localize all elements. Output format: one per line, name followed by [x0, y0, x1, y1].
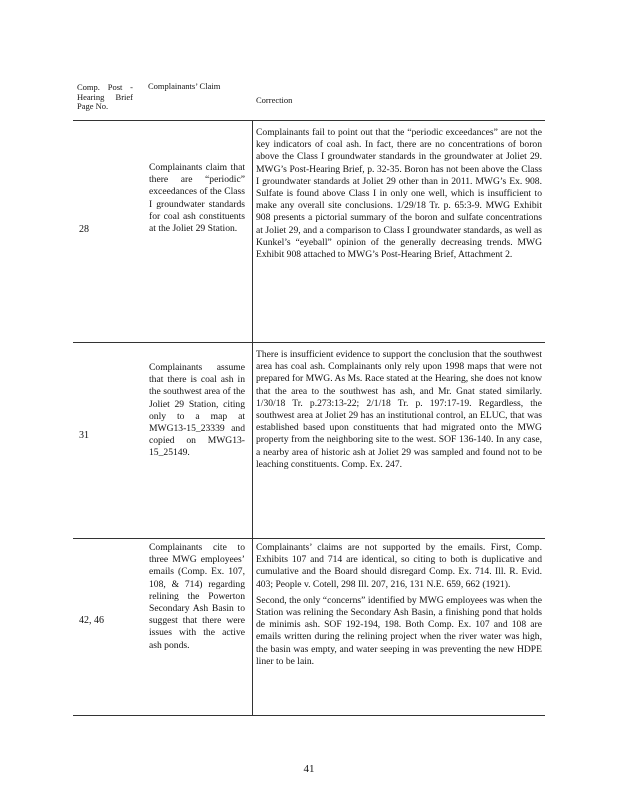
- row-claim: Complainants assume that there is coal ash in the southwest area of the Joliet 29 Station, citing only to a map at MWG13-15_23339 and copied on MWG13-15_25149.: [149, 362, 245, 459]
- table-header-row: [73, 78, 545, 120]
- correction-paragraph: There is insufficient evidence to support the conclusion that the southwest area has coal ash. Complainants only rely upon 1998 maps that were not prepared for MWG. As Ms. Race stated at the Hearing, she does not know that the area to the southwest has ash, and Mr. Gnat stated similarly. 1/30/18 Tr. p.273:13-22; 2/1/18 Tr. p. 197:17-19. Regardless, the southwest area at Joliet 29 has an institutional control, an ELUC, that was established based upon constituents that had migrated onto the MWG property from the neighboring site to the west. SOF 136-140. In any case, a nearby area of historic ash at Joliet 29 was sampled and found not to be leaching constituents. Comp. Ex. 247.: [256, 349, 542, 470]
- row-correction: [256, 127, 542, 261]
- table-rule: [73, 715, 545, 716]
- row-page-number: 42, 46: [79, 615, 104, 626]
- header-page-number: Comp. Post - Hearing Brief Page No.: [77, 82, 133, 111]
- header-correction: Correction: [256, 95, 293, 105]
- row-page-number: 31: [79, 430, 89, 441]
- header-claim: Complainants’ Claim: [148, 81, 221, 91]
- correction-paragraph: Complainants’ claims are not supported by the emails. First, Comp. Exhibits 107 and 714 are identical, so citing to both is duplicative and cumulative and the Board should disregard Comp. Ex. 714. Ill. R. Evid. 403; People v. Cotell, 298 Ill. 207, 216, 131 N.E. 659, 662 (1921).: [256, 542, 542, 590]
- table-row: [73, 342, 545, 538]
- row-correction: [256, 542, 542, 668]
- table-row: [73, 120, 545, 342]
- row-claim: Complainants claim that there are “periodic” exceedances of the Class I groundwater standards for coal ash constituents at the Joliet 29 Station.: [149, 162, 245, 235]
- row-correction: [256, 349, 542, 471]
- row-claim: Complainants cite to three MWG employees’ emails (Comp. Ex. 107, 108, & 714) regarding relining the Powerton Secondary Ash Basin to suggest that there were issues with the active ash ponds.: [149, 542, 245, 651]
- correction-paragraph: Second, the only “concerns” identified by MWG employees was when the Station was relining the Secondary Ash Basin, a finishing pond that holds de minimis ash. SOF 192-194, 198. Both Comp. Ex. 107 and 108 are emails written during the relining project when the river water was high, the basin was empty, and water seeping in was preventing the new HDPE liner to be lain.: [256, 594, 542, 667]
- page-number: 41: [303, 763, 315, 775]
- row-page-number: 28: [79, 224, 89, 235]
- correction-paragraph: Complainants fail to point out that the “periodic exceedances” are not the key indicators of coal ash. In fact, there are no concentrations of boron above the Class I groundwater standards in the groundwater at Joliet 29. MWG’s Post-Hearing Brief, p. 32-35. Boron has not been above the Class I groundwater standards at Joliet 29 other than in 2011. MWG’s Ex. 908. Sulfate is found above Class I in only one well, which is insufficient to make any overall site conclusions. 1/29/18 Tr. p. 65:3-9. MWG Exhibit 908 presents a pictorial summary of the boron and sulfate concentrations at Joliet 29, and a comparison to Class I groundwater standards, as well as Kunkel’s “eyeball” opinion of the generally decreasing trends. MWG Exhibit 908 attached to MWG’s Post-Hearing Brief, Attachment 2.: [256, 127, 542, 261]
- table-row: [73, 538, 545, 715]
